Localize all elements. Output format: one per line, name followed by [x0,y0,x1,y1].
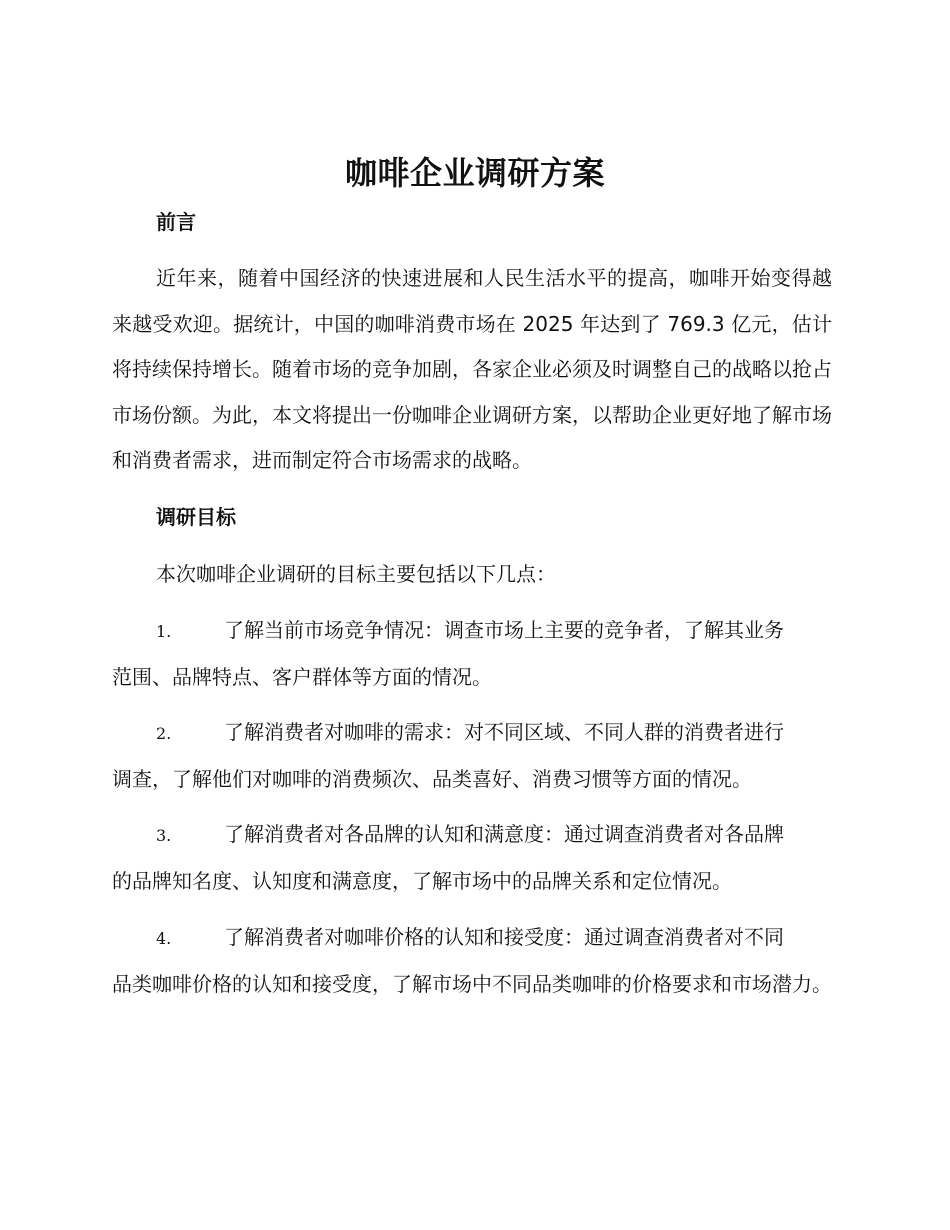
list-item [112,710,832,802]
list-item [112,915,832,1007]
list-item-continuation: 范围、品牌特点、客户群体等方面的情况。 [112,664,492,689]
list-item-continuation: 调查，了解他们对咖啡的消费频次、品类喜好、消费习惯等方面的情况。 [112,766,752,791]
list-item-continuation: 的品牌知名度、认知度和满意度，了解市场中的品牌关系和定位情况。 [112,868,732,893]
preface-paragraph: 近年来，随着中国经济的快速进展和人民生活水平的提高，咖啡开始变得越来越受欢迎。据统计，中国的咖啡消费市场在 2025 年达到了 769.3 亿元，估计将持续保持增长。随着市场的竞争加剧，各家企业必须及时调整自己的战略以抢占市场份额。为此，本文将提出一份咖啡企业调研方案，以帮助企业更好地了解市场和消费者需求，进而制定符合市场需求的战略。 [112,266,832,472]
list-item-text: 了解消费者对咖啡的需求：对不同区域、不同人群的消费者进行 [224,720,784,744]
list-item [112,608,832,700]
list-item-text: 了解当前市场竞争情况：调查市场上主要的竞争者，了解其业务 [224,618,784,642]
list-item-text: 了解消费者对咖啡价格的认知和接受度：通过调查消费者对不同 [224,925,784,949]
goals-intro: 本次咖啡企业调研的目标主要包括以下几点： [156,562,556,586]
section-heading-preface: 前言 [156,210,196,234]
document-title: 咖啡企业调研方案 [344,154,605,192]
list-item-text: 了解消费者对各品牌的认知和满意度：通过调查消费者对各品牌 [224,822,784,846]
list-number: 1. [156,622,172,641]
list-number: 3. [156,826,172,845]
list-item-continuation: 品类咖啡价格的认知和接受度，了解市场中不同品类咖啡的价格要求和市场潜力。 [112,971,832,996]
list-number: 2. [156,724,172,743]
list-item [112,812,832,904]
list-number: 4. [156,929,172,948]
section-heading-goals: 调研目标 [156,505,236,529]
